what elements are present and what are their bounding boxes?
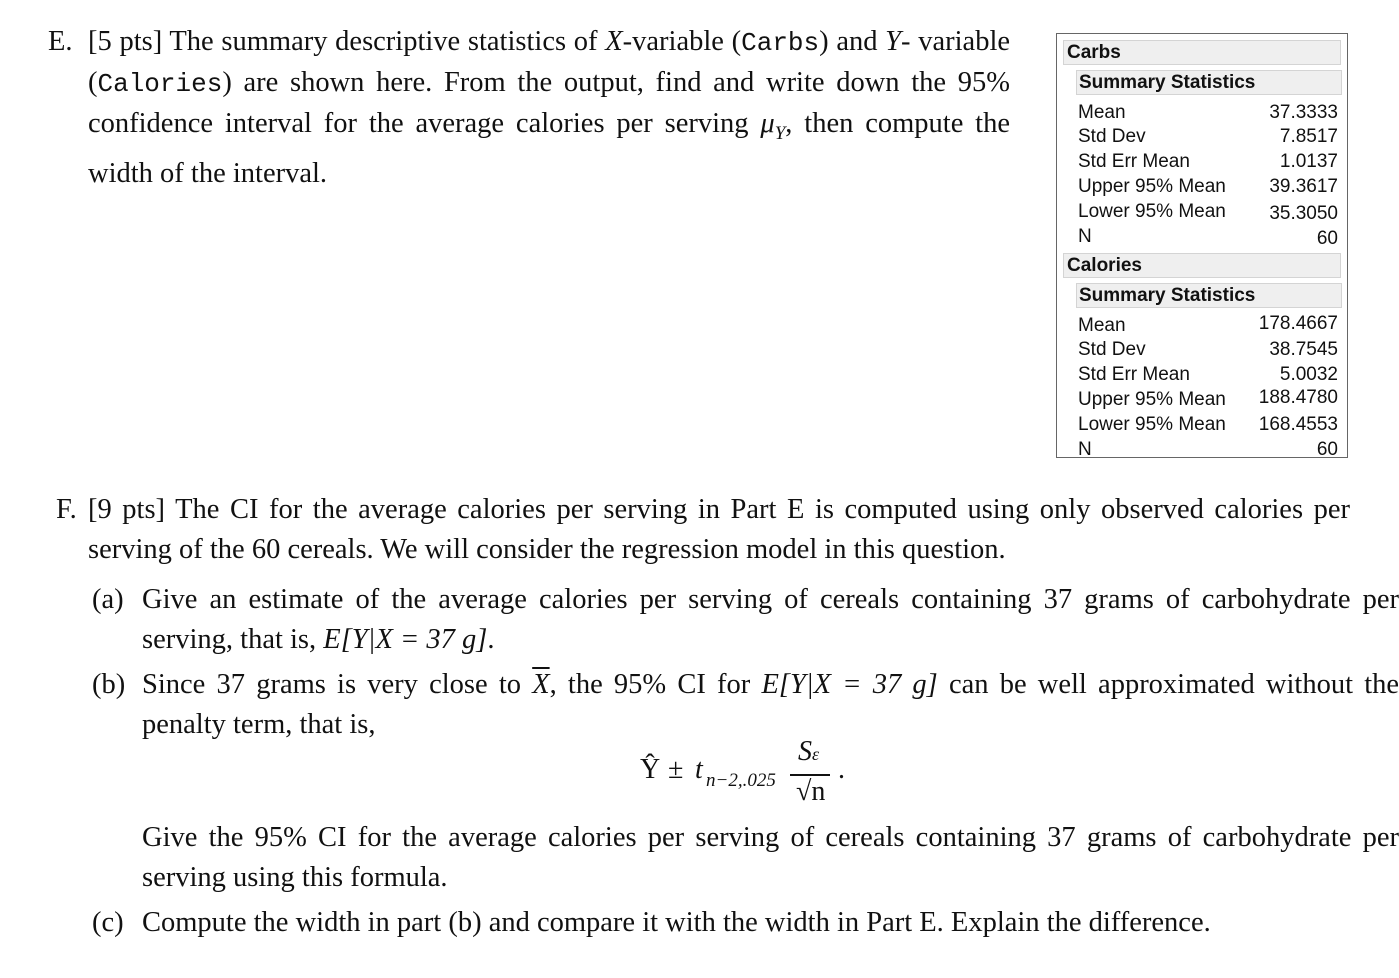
- stat-value: 60: [1316, 439, 1338, 460]
- part-e-text-1: The summary descriptive statistics of: [169, 26, 598, 57]
- stat-value: 168.4553: [1258, 414, 1338, 435]
- stat-value: 178.4667: [1258, 313, 1338, 334]
- ci-formula: [640, 736, 870, 814]
- stat-label: N: [1078, 439, 1092, 460]
- part-f: [56, 490, 1350, 570]
- carbs-row-n: [1078, 224, 1338, 249]
- question-b-text-1: Since 37 grams is very close to: [142, 669, 521, 700]
- calories-code: Calories: [97, 69, 223, 99]
- question-a-text-1: Give an estimate of the average calories per serving of cereals containing 37 grams of carbohydrate: [142, 584, 1351, 615]
- question-b-after-1: Give the 95% CI for the average calories per serving of cereals containing 37 grams of carbohydrate: [142, 822, 1352, 853]
- question-a-text-3: .: [487, 624, 495, 655]
- s-symbol: S: [798, 736, 812, 767]
- stat-label: Mean: [1078, 102, 1126, 123]
- carbs-row-upper: [1078, 174, 1338, 199]
- part-e-label: E.: [48, 26, 73, 57]
- question-c-label: (c): [92, 907, 124, 938]
- part-f-label: F.: [56, 494, 77, 525]
- summary-statistics-panel: [1056, 33, 1348, 458]
- calories-row-lower: [1078, 412, 1338, 437]
- stat-value: 7.8517: [1279, 126, 1338, 147]
- question-b-text-3: can be well approximated without: [948, 669, 1354, 700]
- y-variable-symbol: Y: [885, 26, 902, 57]
- question-b-text-2: , the 95% CI for: [549, 669, 751, 700]
- calories-group-header[interactable]: Calories: [1063, 253, 1341, 278]
- part-e-text-5: variable (: [88, 26, 1011, 98]
- part-e-text-2: -variable (: [622, 26, 742, 57]
- stat-label: N: [1078, 226, 1092, 247]
- y-hat-symbol: Ŷ: [640, 754, 661, 785]
- calories-row-mean: [1078, 313, 1338, 338]
- stat-value: 38.7545: [1269, 339, 1338, 360]
- calories-row-upper: [1078, 387, 1338, 412]
- carbs-row-mean: [1078, 100, 1338, 125]
- epsilon-subscript: ε: [812, 744, 820, 764]
- part-f-text-1: The CI for the average calories per serving in Part E is computed using only observed calories per: [175, 494, 1350, 525]
- stat-label: Upper 95% Mean: [1078, 176, 1226, 197]
- part-f-intro: [56, 490, 1350, 570]
- question-c: [92, 903, 1399, 943]
- question-b-after-2: per serving using this formula.: [142, 822, 1399, 893]
- question-a-label: (a): [92, 584, 124, 615]
- t-subscript: n−2,.025: [706, 770, 776, 791]
- fraction-denominator: √n: [796, 776, 826, 807]
- carbs-row-std-dev: [1078, 124, 1338, 149]
- mu-subscript: Y: [774, 122, 786, 144]
- question-b-continued: [92, 818, 1399, 898]
- carbs-row-lower: [1078, 199, 1338, 224]
- part-e-text-6: ) are shown here. From the output, find and write down: [222, 67, 900, 98]
- stat-label: Lower 95% Mean: [1078, 201, 1226, 222]
- stat-label: Lower 95% Mean: [1078, 414, 1226, 435]
- part-e-text-7: the 95% confidence interval for the average calories per serving: [88, 67, 1010, 139]
- carbs-summary-header[interactable]: Summary Statistics: [1076, 70, 1342, 95]
- mu-symbol: μ: [760, 108, 775, 139]
- plus-minus-symbol: ±: [668, 754, 684, 785]
- stat-value: 39.3617: [1269, 176, 1338, 197]
- question-b: [92, 665, 1399, 745]
- stat-value: 1.0137: [1279, 151, 1338, 172]
- part-e-text-8: , then: [785, 108, 854, 139]
- stat-label: Std Err Mean: [1078, 364, 1190, 385]
- question-c-text: Compute the width in part (b) and compare it with the width in Part E. Explain the difference.: [142, 907, 1211, 938]
- calories-summary-header[interactable]: Summary Statistics: [1076, 283, 1342, 308]
- stat-label: Mean: [1078, 315, 1126, 336]
- x-variable-symbol: X: [605, 26, 623, 57]
- fraction-numerator: [798, 736, 819, 768]
- question-a: [92, 580, 1399, 660]
- stat-label: Std Err Mean: [1078, 151, 1190, 172]
- question-b-label: (b): [92, 669, 126, 700]
- stat-value: 5.0032: [1279, 364, 1338, 385]
- part-e-text-9: compute the width of the interval.: [88, 108, 1011, 189]
- formula-period: .: [838, 754, 845, 785]
- part-f-text-2: serving of the 60 cereals. We will consider the regression model in this question.: [88, 534, 1006, 565]
- part-e-text-3: ) and: [819, 26, 878, 57]
- calories-row-std-dev: [1078, 337, 1338, 362]
- part-e: [48, 22, 1010, 194]
- question-a-text-2: per serving, that is,: [142, 584, 1399, 655]
- carbs-code: Carbs: [741, 28, 820, 58]
- stat-value: 188.4780: [1258, 387, 1338, 408]
- calories-row-std-err: [1078, 362, 1338, 387]
- stat-label: Std Dev: [1078, 126, 1146, 147]
- part-e-points: [5 pts]: [88, 26, 163, 57]
- stat-value: 37.3333: [1269, 102, 1338, 123]
- stat-value: 60: [1316, 228, 1338, 249]
- question-a-expression: E[Y|X = 37 g]: [323, 624, 488, 655]
- stat-label: Upper 95% Mean: [1078, 389, 1226, 410]
- part-f-points: [9 pts]: [88, 494, 166, 525]
- question-b-text-4: the penalty term, that is,: [142, 669, 1399, 740]
- carbs-row-std-err: [1078, 149, 1338, 174]
- x-bar-symbol: $\overline{X}$: [532, 669, 550, 700]
- part-e-text: [48, 22, 1010, 194]
- part-e-text-4: -: [901, 26, 911, 57]
- carbs-group-header[interactable]: Carbs: [1063, 40, 1341, 65]
- t-symbol: t: [695, 754, 703, 785]
- stat-label: Std Dev: [1078, 339, 1146, 360]
- question-b-expression: E[Y|X = 37 g]: [761, 669, 938, 700]
- stat-value: 35.3050: [1269, 203, 1338, 224]
- calories-row-n: [1078, 437, 1338, 462]
